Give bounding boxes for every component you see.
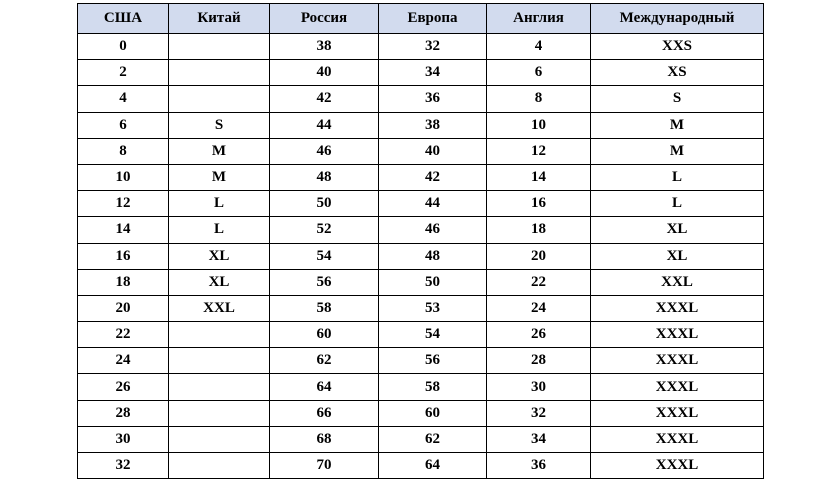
cell-england: 14: [487, 164, 591, 190]
cell-england: 28: [487, 348, 591, 374]
cell-europe: 34: [379, 60, 487, 86]
cell-china: [169, 34, 270, 60]
table-row: [78, 426, 764, 452]
cell-international: M: [591, 112, 764, 138]
cell-china: XXL: [169, 295, 270, 321]
table-row: [78, 453, 764, 479]
cell-europe: 36: [379, 86, 487, 112]
cell-europe: 44: [379, 191, 487, 217]
cell-russia: 52: [270, 217, 379, 243]
cell-europe: 62: [379, 426, 487, 452]
table-row: [78, 374, 764, 400]
cell-international: L: [591, 191, 764, 217]
cell-russia: 42: [270, 86, 379, 112]
cell-china: [169, 86, 270, 112]
table-row: [78, 348, 764, 374]
cell-international: XS: [591, 60, 764, 86]
cell-europe: 56: [379, 348, 487, 374]
table-row: [78, 34, 764, 60]
cell-international: L: [591, 164, 764, 190]
cell-england: 16: [487, 191, 591, 217]
cell-usa: 22: [78, 322, 169, 348]
cell-england: 30: [487, 374, 591, 400]
cell-russia: 44: [270, 112, 379, 138]
column-header-england: Англия: [487, 4, 591, 34]
cell-russia: 40: [270, 60, 379, 86]
cell-usa: 26: [78, 374, 169, 400]
cell-usa: 4: [78, 86, 169, 112]
column-header-europe: Европа: [379, 4, 487, 34]
cell-europe: 40: [379, 138, 487, 164]
cell-europe: 46: [379, 217, 487, 243]
cell-europe: 64: [379, 453, 487, 479]
cell-russia: 38: [270, 34, 379, 60]
cell-international: XXXL: [591, 348, 764, 374]
table-row: [78, 138, 764, 164]
cell-international: XXXL: [591, 400, 764, 426]
cell-china: XL: [169, 243, 270, 269]
cell-china: M: [169, 138, 270, 164]
cell-europe: 53: [379, 295, 487, 321]
cell-international: XXXL: [591, 295, 764, 321]
cell-europe: 38: [379, 112, 487, 138]
cell-russia: 70: [270, 453, 379, 479]
cell-europe: 60: [379, 400, 487, 426]
cell-russia: 46: [270, 138, 379, 164]
cell-china: [169, 453, 270, 479]
cell-england: 8: [487, 86, 591, 112]
cell-usa: 32: [78, 453, 169, 479]
cell-russia: 56: [270, 269, 379, 295]
cell-usa: 8: [78, 138, 169, 164]
table-row: [78, 191, 764, 217]
cell-europe: 58: [379, 374, 487, 400]
cell-china: S: [169, 112, 270, 138]
table-row: [78, 86, 764, 112]
cell-china: L: [169, 191, 270, 217]
column-header-china: Китай: [169, 4, 270, 34]
column-header-russia: Россия: [270, 4, 379, 34]
cell-international: XXS: [591, 34, 764, 60]
cell-china: XL: [169, 269, 270, 295]
cell-england: 6: [487, 60, 591, 86]
cell-england: 12: [487, 138, 591, 164]
cell-europe: 48: [379, 243, 487, 269]
column-header-usa: США: [78, 4, 169, 34]
cell-international: XXXL: [591, 453, 764, 479]
cell-international: XXXL: [591, 322, 764, 348]
cell-russia: 50: [270, 191, 379, 217]
table-row: [78, 400, 764, 426]
cell-china: [169, 322, 270, 348]
cell-usa: 28: [78, 400, 169, 426]
cell-england: 32: [487, 400, 591, 426]
cell-usa: 30: [78, 426, 169, 452]
cell-usa: 20: [78, 295, 169, 321]
cell-china: [169, 60, 270, 86]
cell-usa: 6: [78, 112, 169, 138]
cell-international: M: [591, 138, 764, 164]
cell-russia: 58: [270, 295, 379, 321]
table-row: [78, 295, 764, 321]
cell-russia: 64: [270, 374, 379, 400]
cell-europe: 50: [379, 269, 487, 295]
cell-usa: 0: [78, 34, 169, 60]
cell-russia: 54: [270, 243, 379, 269]
cell-europe: 42: [379, 164, 487, 190]
cell-international: XL: [591, 243, 764, 269]
table-header-row: [78, 4, 764, 34]
cell-china: [169, 374, 270, 400]
cell-china: L: [169, 217, 270, 243]
table-row: [78, 60, 764, 86]
cell-international: XXXL: [591, 426, 764, 452]
cell-russia: 66: [270, 400, 379, 426]
cell-england: 4: [487, 34, 591, 60]
cell-international: XXL: [591, 269, 764, 295]
cell-england: 20: [487, 243, 591, 269]
cell-england: 34: [487, 426, 591, 452]
table-row: [78, 164, 764, 190]
cell-russia: 48: [270, 164, 379, 190]
cell-russia: 68: [270, 426, 379, 452]
cell-russia: 62: [270, 348, 379, 374]
table-row: [78, 112, 764, 138]
cell-europe: 32: [379, 34, 487, 60]
column-header-international: Международный: [591, 4, 764, 34]
cell-usa: 2: [78, 60, 169, 86]
cell-usa: 10: [78, 164, 169, 190]
cell-usa: 18: [78, 269, 169, 295]
table-row: [78, 243, 764, 269]
cell-england: 22: [487, 269, 591, 295]
cell-international: XL: [591, 217, 764, 243]
table-row: [78, 217, 764, 243]
cell-england: 10: [487, 112, 591, 138]
cell-england: 26: [487, 322, 591, 348]
table-row: [78, 322, 764, 348]
cell-england: 36: [487, 453, 591, 479]
table-row: [78, 269, 764, 295]
cell-china: [169, 348, 270, 374]
cell-russia: 60: [270, 322, 379, 348]
cell-usa: 14: [78, 217, 169, 243]
cell-usa: 12: [78, 191, 169, 217]
cell-usa: 24: [78, 348, 169, 374]
cell-europe: 54: [379, 322, 487, 348]
cell-china: M: [169, 164, 270, 190]
size-conversion-table: [77, 3, 764, 479]
cell-international: XXXL: [591, 374, 764, 400]
table-header: [78, 4, 764, 34]
cell-international: S: [591, 86, 764, 112]
table-body: [78, 34, 764, 479]
cell-china: [169, 400, 270, 426]
cell-china: [169, 426, 270, 452]
cell-england: 18: [487, 217, 591, 243]
cell-england: 24: [487, 295, 591, 321]
size-conversion-table-container: [77, 3, 763, 479]
cell-usa: 16: [78, 243, 169, 269]
